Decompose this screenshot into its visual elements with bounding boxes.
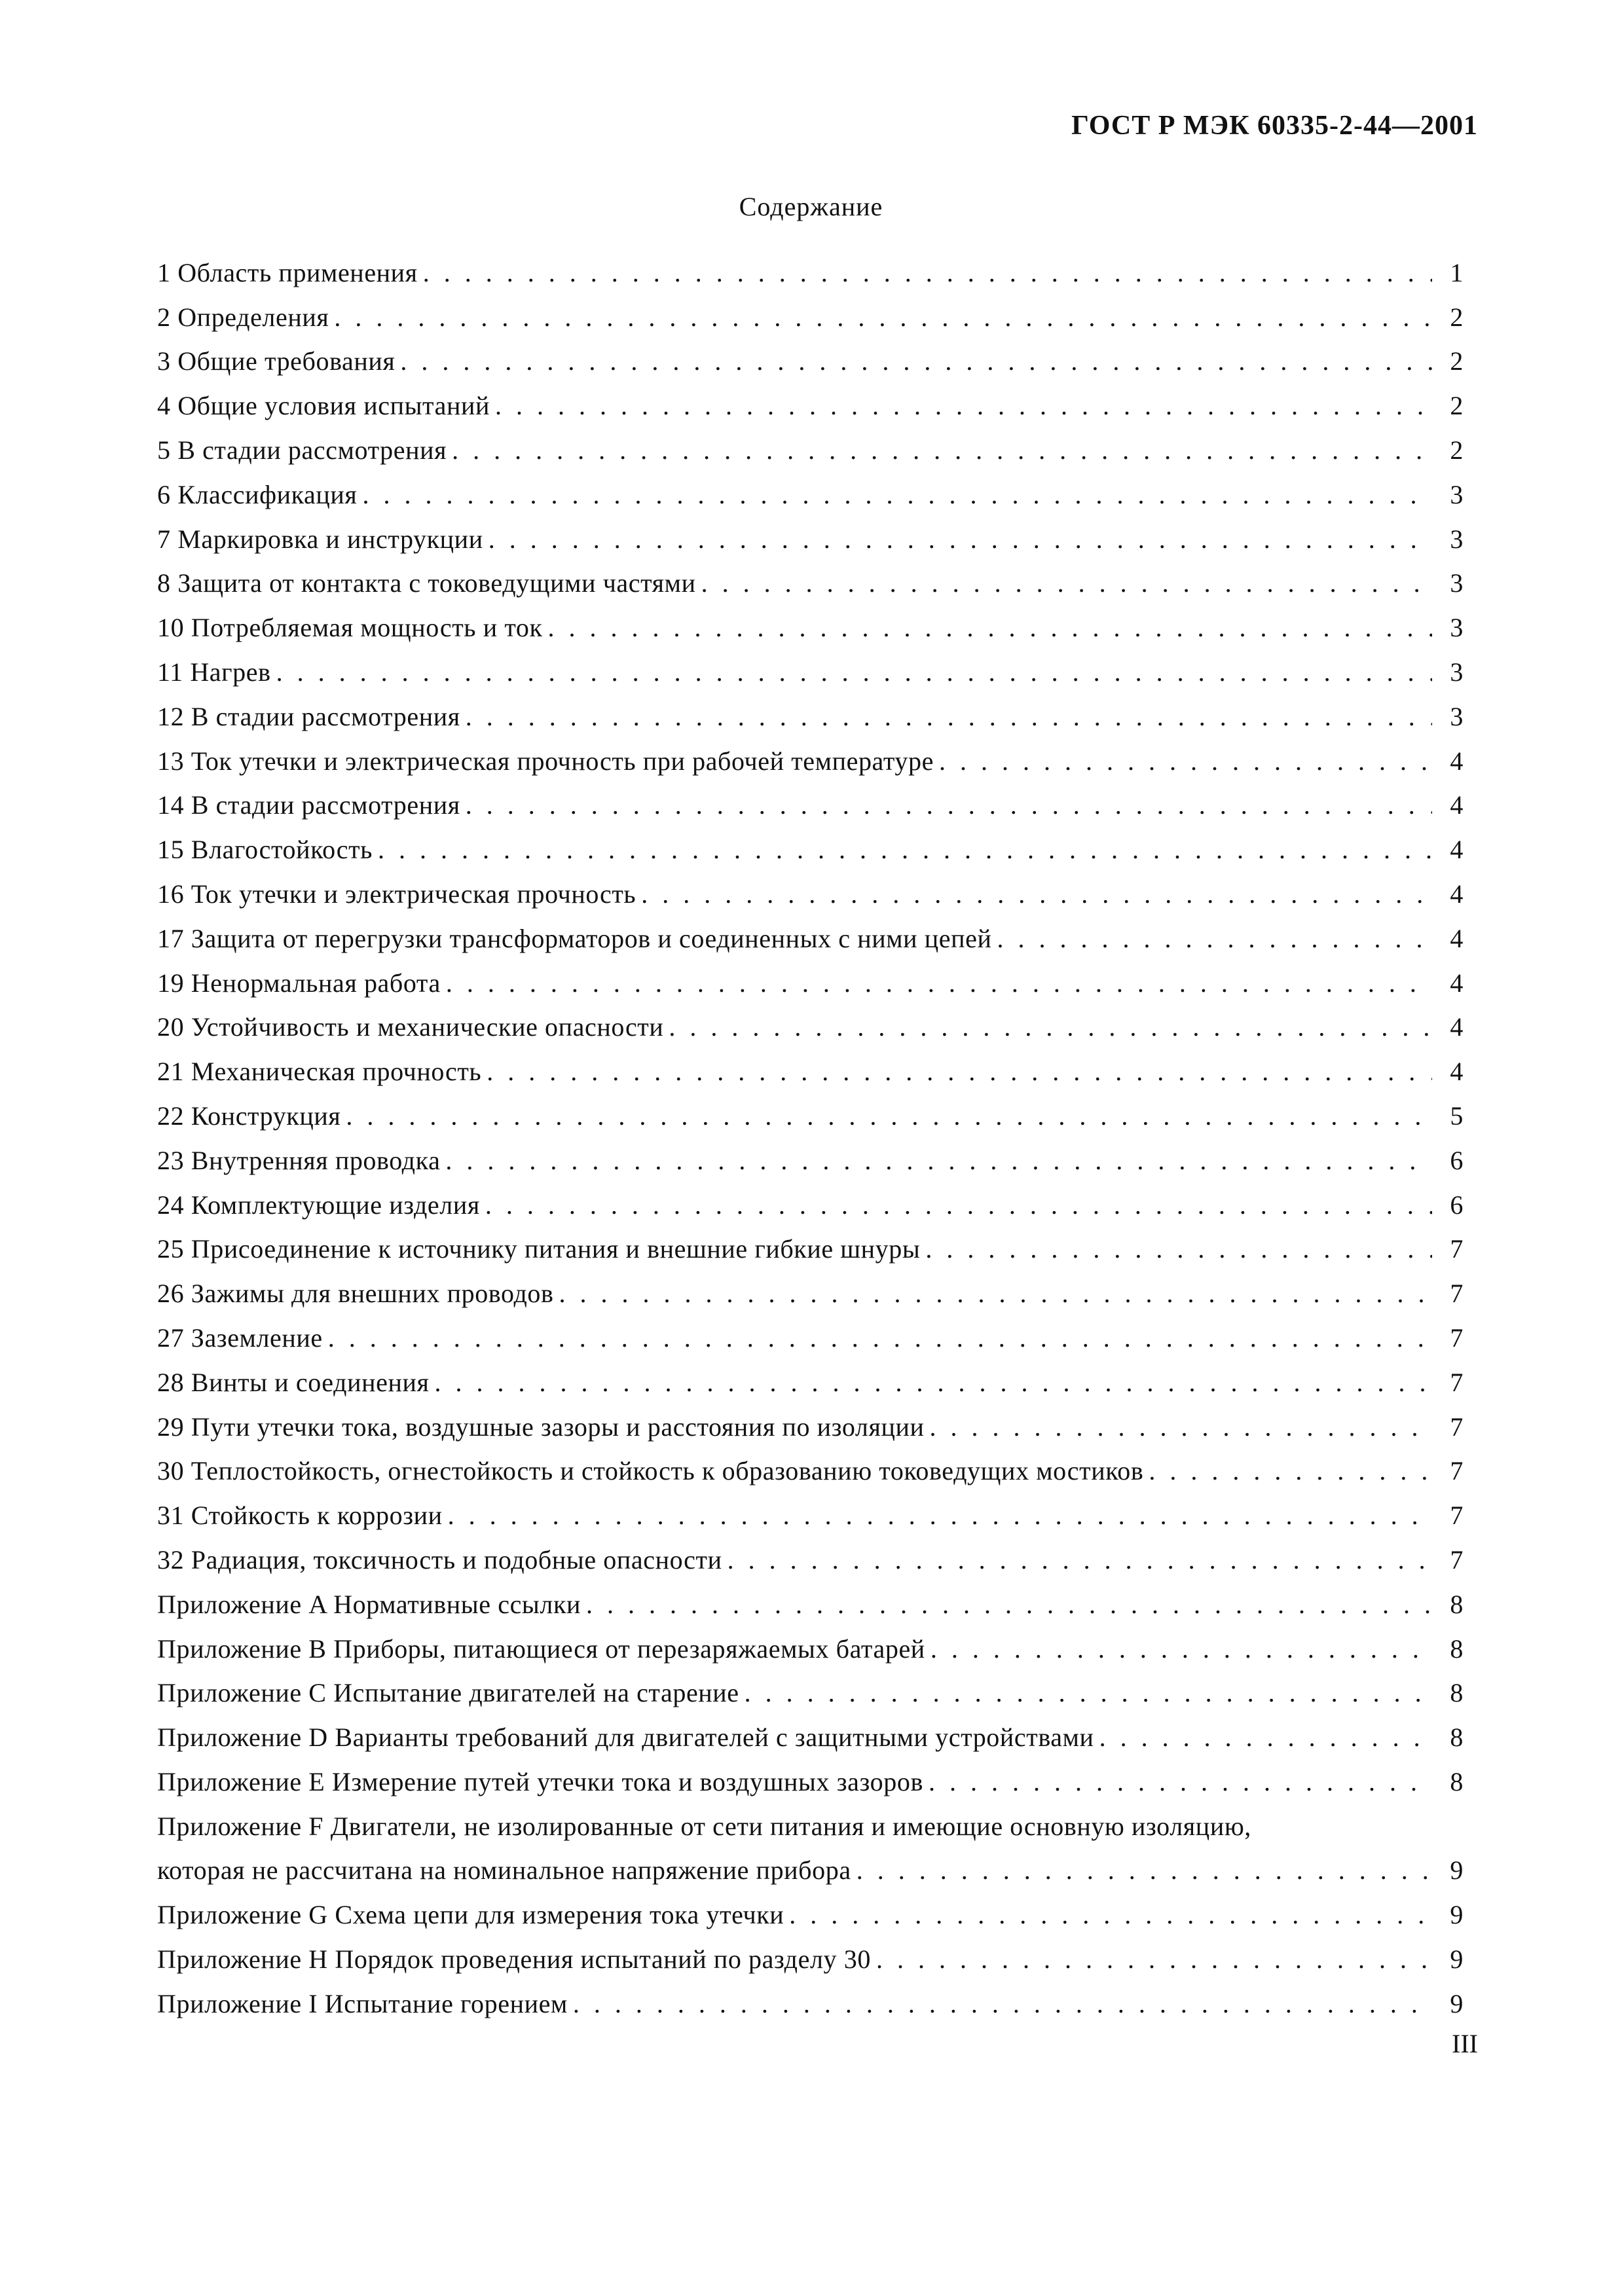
dot-leader [378, 835, 1432, 864]
dot-leader [876, 1945, 1432, 1974]
toc-entry[interactable] [157, 1007, 1464, 1051]
dot-leader [559, 1279, 1433, 1308]
toc-entry-label: 27 Заземление [157, 1322, 323, 1353]
toc-entry-label: 4 Общие условия испытаний [157, 391, 490, 421]
toc-entry-page: 2 [1450, 346, 1464, 376]
dot-leader [400, 347, 1432, 376]
toc-entry[interactable] [157, 1673, 1464, 1717]
toc-entry[interactable] [157, 1850, 1464, 1895]
toc-entry-page: 3 [1450, 568, 1464, 598]
toc-entry-page: 7 [1450, 1367, 1464, 1397]
toc-entry-page: 9 [1450, 1855, 1464, 1886]
dot-leader [728, 1546, 1432, 1575]
toc-entry[interactable] [157, 740, 1464, 785]
toc-entry-page: 7 [1450, 1501, 1464, 1531]
toc-entry[interactable] [157, 341, 1464, 386]
toc-entry-label: 13 Ток утечки и электрическая прочность при рабочей температуре [157, 746, 934, 776]
toc-entry-page: 9 [1450, 1988, 1464, 2018]
toc-entry-page: 9 [1450, 1900, 1464, 1930]
dot-leader [641, 880, 1432, 909]
toc-entry[interactable] [157, 962, 1464, 1007]
toc-entry[interactable] [157, 1184, 1464, 1229]
toc-entry[interactable] [157, 1451, 1464, 1495]
toc-entry[interactable] [157, 252, 1464, 297]
dot-leader [488, 525, 1432, 554]
toc-entry-page: 4 [1450, 1057, 1464, 1087]
toc-entry[interactable] [157, 696, 1464, 740]
dot-leader [573, 1990, 1432, 2018]
toc-entry-label: 17 Защита от перегрузки трансформаторов и соединенных с ними цепей [157, 923, 992, 953]
dot-leader [857, 1856, 1432, 1885]
dot-leader [925, 1235, 1432, 1264]
toc-entry-page: 7 [1450, 1322, 1464, 1353]
dot-leader [939, 747, 1432, 776]
toc-entry[interactable] [157, 1628, 1464, 1673]
toc-entry-label: 28 Винты и соединения [157, 1367, 430, 1397]
toc-entry-page: 4 [1450, 923, 1464, 953]
toc-entry-page: 7 [1450, 1412, 1464, 1442]
dot-leader [548, 613, 1432, 642]
toc-entry-label: 24 Комплектующие изделия [157, 1190, 480, 1220]
toc-entry-label: Приложение I Испытание горением [157, 1988, 568, 2018]
toc-entry-label: 20 Устойчивость и механические опасности [157, 1012, 664, 1042]
toc-entry-page: 8 [1450, 1678, 1464, 1708]
toc-entry-page: 3 [1450, 524, 1464, 554]
toc-entry-page: 4 [1450, 968, 1464, 998]
document-header: ГОСТ Р МЭК 60335-2-44—2001 [1071, 111, 1478, 141]
dot-leader [346, 1102, 1432, 1131]
toc-entry-page: 4 [1450, 746, 1464, 776]
toc-entry-label: 5 В стадии рассмотрения [157, 435, 447, 465]
dot-leader [276, 658, 1432, 687]
toc-entry-label: 12 В стадии рассмотрения [157, 701, 460, 731]
toc-entry-page: 2 [1450, 302, 1464, 332]
dot-leader [669, 1013, 1432, 1042]
toc-entry-page: 3 [1450, 479, 1464, 509]
toc-entry-label: 22 Конструкция [157, 1101, 341, 1131]
toc-entry-label: 7 Маркировка и инструкции [157, 524, 483, 554]
dot-leader [446, 969, 1432, 998]
toc-entry-label: 31 Стойкость к коррозии [157, 1501, 443, 1531]
toc-entry-label: 21 Механическая прочность [157, 1057, 482, 1087]
toc-entry-page: 4 [1450, 790, 1464, 820]
dot-leader [929, 1413, 1432, 1442]
dot-leader [466, 702, 1432, 731]
dot-leader [745, 1679, 1432, 1707]
dot-leader [487, 1057, 1432, 1086]
toc-entry-page: 6 [1450, 1190, 1464, 1220]
toc-entry[interactable] [157, 297, 1464, 341]
toc-entry-label: 32 Радиация, токсичность и подобные опасности [157, 1544, 722, 1575]
toc-entry[interactable] [157, 918, 1464, 962]
toc-entry-page: 2 [1450, 391, 1464, 421]
toc-entry[interactable] [157, 1894, 1464, 1939]
toc-entry-label: 26 Зажимы для внешних проводов [157, 1279, 554, 1309]
toc-entry[interactable] [157, 519, 1464, 563]
toc-entry[interactable] [157, 1939, 1464, 1983]
toc-entry[interactable] [157, 1761, 1464, 1806]
toc-entry-label: 8 Защита от контакта с токоведущими частями [157, 568, 696, 598]
toc-entry-page: 4 [1450, 879, 1464, 909]
toc-entry-label: которая не рассчитана на номинальное напряжение прибора [157, 1855, 851, 1886]
toc-entry-page: 3 [1450, 657, 1464, 687]
toc-entry-label: Приложение G Схема цепи для измерения тока утечки [157, 1900, 784, 1930]
toc-entry-page: 8 [1450, 1766, 1464, 1796]
toc-entry-page: 3 [1450, 701, 1464, 731]
toc-entry-label: 1 Область применения [157, 257, 418, 287]
dot-leader [334, 303, 1432, 332]
toc-entry-page: 4 [1450, 1012, 1464, 1042]
page-title: Содержание [739, 192, 883, 221]
toc-entry[interactable] [157, 607, 1464, 651]
toc-entry[interactable] [157, 1406, 1464, 1451]
toc-entry-label: 11 Нагрев [157, 657, 271, 687]
toc-entry-page: 6 [1450, 1145, 1464, 1175]
toc-entry-label: 16 Ток утечки и электрическая прочность [157, 879, 636, 909]
dot-leader [997, 924, 1432, 953]
toc-entry-page: 4 [1450, 835, 1464, 865]
toc-entry[interactable] [157, 1317, 1464, 1362]
table-of-contents [157, 252, 1464, 2028]
toc-entry-page: 2 [1450, 435, 1464, 465]
toc-entry-label: 3 Общие требования [157, 346, 396, 376]
toc-entry[interactable] [157, 651, 1464, 696]
toc-entry-label: Приложение D Варианты требований для двигателей с защитными устройствами [157, 1722, 1094, 1753]
toc-entry-label: 6 Классификация [157, 479, 358, 509]
toc-entry[interactable] [157, 1806, 1464, 1850]
toc-entry-label: Приложение E Измерение путей утечки тока и воздушных зазоров [157, 1766, 923, 1796]
toc-entry[interactable] [157, 429, 1464, 474]
toc-entry[interactable] [157, 785, 1464, 829]
dot-leader [1099, 1723, 1432, 1752]
toc-entry[interactable] [157, 1983, 1464, 2028]
toc-entry-label: Приложение A Нормативные ссылки [157, 1589, 581, 1619]
dot-leader [452, 436, 1432, 465]
toc-entry-page: 5 [1450, 1101, 1464, 1131]
toc-entry[interactable] [157, 1362, 1464, 1406]
toc-entry-label: 30 Теплостойкость, огнестойкость и стойкость к образованию токоведущих мостиков [157, 1456, 1144, 1486]
toc-entry-label: 15 Влагостойкость [157, 835, 373, 865]
toc-entry-page: 7 [1450, 1456, 1464, 1486]
toc-entry[interactable] [157, 1539, 1464, 1584]
toc-entry[interactable] [157, 1717, 1464, 1761]
toc-entry[interactable] [157, 474, 1464, 519]
dot-leader [495, 392, 1432, 420]
toc-entry[interactable] [157, 1584, 1464, 1628]
toc-entry[interactable] [157, 563, 1464, 608]
toc-entry-page: 9 [1450, 1944, 1464, 1975]
toc-entry[interactable] [157, 873, 1464, 918]
toc-entry-page: 7 [1450, 1234, 1464, 1264]
toc-entry[interactable] [157, 1229, 1464, 1273]
toc-entry-label: 29 Пути утечки тока, воздушные зазоры и расстояния по изоляции [157, 1412, 925, 1442]
toc-entry-page: 7 [1450, 1279, 1464, 1309]
toc-entry[interactable] [157, 1051, 1464, 1095]
toc-entry-label: Приложение H Порядок проведения испытаний по разделу 30 [157, 1944, 871, 1975]
toc-entry[interactable] [157, 1495, 1464, 1539]
dot-leader [1149, 1457, 1432, 1485]
toc-entry-label: 14 В стадии рассмотрения [157, 790, 460, 820]
toc-entry-page: 7 [1450, 1544, 1464, 1575]
toc-entry-page: 8 [1450, 1722, 1464, 1753]
toc-entry-page: 8 [1450, 1633, 1464, 1664]
toc-entry-page: 8 [1450, 1589, 1464, 1619]
dot-leader [466, 791, 1432, 820]
dot-leader [423, 259, 1432, 287]
dot-leader [362, 481, 1432, 509]
dot-leader [931, 1635, 1432, 1664]
toc-entry-page: 3 [1450, 613, 1464, 643]
page-number: III [1452, 2029, 1478, 2058]
dot-leader [328, 1324, 1432, 1353]
toc-entry-label: Приложение C Испытание двигателей на старение [157, 1678, 739, 1708]
toc-entry-label: Приложение B Приборы, питающиеся от перезаряжаемых батарей [157, 1633, 925, 1664]
toc-entry[interactable] [157, 385, 1464, 429]
toc-entry-label: 2 Определения [157, 302, 329, 332]
dot-leader [445, 1146, 1432, 1175]
dot-leader [929, 1768, 1432, 1796]
dot-leader [789, 1901, 1432, 1929]
toc-entry-label: 19 Ненормальная работа [157, 968, 441, 998]
toc-entry-label: 10 Потребляемая мощность и ток [157, 613, 543, 643]
toc-entry-label: 23 Внутренняя проводка [157, 1145, 441, 1175]
dot-leader [448, 1501, 1432, 1530]
toc-entry-page: 1 [1450, 257, 1464, 287]
toc-entry[interactable] [157, 829, 1464, 873]
dot-leader [701, 569, 1432, 598]
dot-leader [434, 1368, 1432, 1397]
toc-entry-label: 25 Присоединение к источнику питания и внешние гибкие шнуры [157, 1234, 921, 1264]
toc-entry-label: Приложение F Двигатели, не изолированные от сети питания и имеющие основную изоляцию, [157, 1811, 1251, 1841]
toc-entry[interactable] [157, 1273, 1464, 1317]
dot-leader [485, 1191, 1432, 1220]
dot-leader [586, 1590, 1432, 1619]
toc-entry[interactable] [157, 1140, 1464, 1184]
toc-entry[interactable] [157, 1095, 1464, 1140]
